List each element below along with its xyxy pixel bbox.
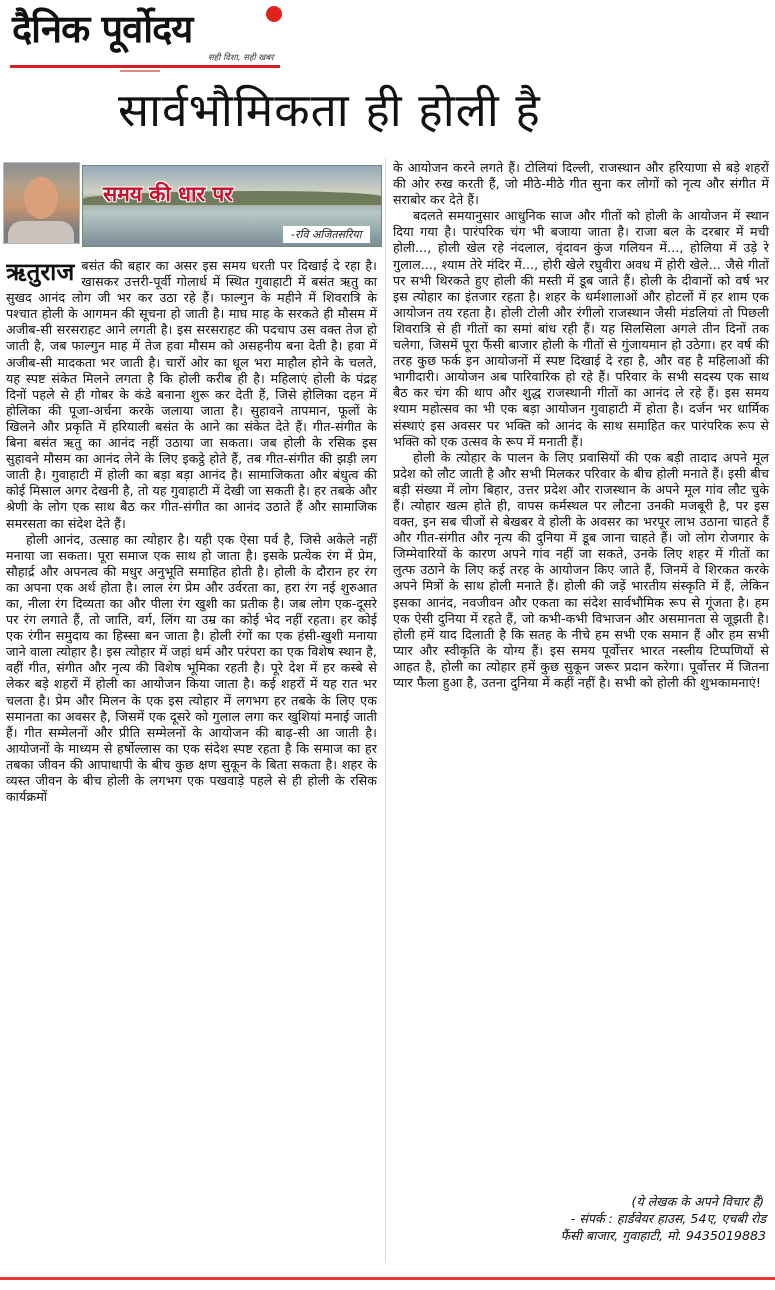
author-byline: -रवि अजितसरिया: [283, 226, 370, 243]
author-disclaimer: (ये लेखक के अपने विचार हैं): [631, 1194, 764, 1209]
portrait-face: [24, 177, 58, 219]
masthead-rule-small: [120, 70, 160, 72]
contact-line-1: - संपर्क : हार्डवेयर हाउस, 54ए, एचबी रोड: [570, 1211, 766, 1226]
paragraph: होली के त्योहार के पालन के लिए प्रवासियों की एक बड़ी तादाद अपने मूल प्रदेश को लौट जाती है और सभी मिलकर परिवार के बीच होली मनाते हैं। इसी बीच बड़ी संख्या में लोग बिहार, उत्तर प्रदेश और राजस्थान के अपने मूल गांव लौट चुके हैं। त्योहार खत्म होते ही, वापस कर्मस्थल पर लौटना उनकी मजबूरी है, पर इस वक्त, इन सब चीजों से बेखबर वे होली के अवसर का भरपूर लाभ उठाना चाहते हैं और गीत-संगीत और नृत्य की दुनिया में डूब जाना चाहते हैं। जो लोग रोजगार के जिम्मेवारियों के कारण अपने गांव नहीं जा सकते, उनके लिए शहर में गीतों का लुत्फ उठाने के लिए कई तरह के आयोजन किए जाते हैं, जिनमें वे शिरकत करके अपने मित्रों के साथ होली मनाते हैं। होली की जड़ें भारतीय संस्कृति में हैं, लेकिन इसका आनंद, नवजीवन और एकता का संदेश सार्वभौमिक रूप से गूंजता है। हम एक ऐसी दुनिया में रहते हैं, जो कभी-कभी विभाजन और असमानता से जूझती है। होली हमें याद दिलाती है कि सतह के नीचे हम सभी एक समान हैं और हम सभी प्यार और स्वीकृति के योग्य हैं। इस समय पूर्वोत्तर भारत नस्लीय टिप्पणियों से आहत है, होली का त्योहार हमें कुछ सुकून जरूर प्रदान करेगा। पूर्वोत्तर में जितना प्यार फैला हुआ है, उतना दुनिया में कहीं नहीं है। सभी को होली की शुभकामनाएं!: [393, 449, 769, 690]
contact-line-2: फैंसी बाजार, गुवाहाटी, मो. 9435019883: [560, 1228, 766, 1243]
article-closing: [430, 1193, 770, 1244]
masthead-rule: [10, 65, 280, 68]
dropcap-word: ऋतुराज: [6, 258, 75, 286]
author-portrait: [3, 162, 80, 244]
newspaper-tagline: सही दिशा, सही खबर: [208, 53, 274, 63]
river-scene-image: [82, 165, 382, 247]
newspaper-masthead: [10, 2, 285, 72]
article-headline: सार्वभौमिकता ही होली है: [118, 83, 541, 137]
article-column-left: [6, 258, 377, 1268]
column-divider: [385, 158, 386, 1263]
logo-dot: [266, 6, 282, 22]
paragraph-text: बसंत की बहार का असर इस समय धरती पर दिखाई दे रहा है। खासकर उत्तरी-पूर्वी गोलार्ध में स्थित गुवाहाटी में बसंत ऋतु का सुखद आनंद लोग जी भर कर उठा रहे हैं। फाल्गुन के महीने में शिवरात्रि के पश्चात होली के आगमन की सूचना हो जाती है। माघ माह के सरकते ही मौसम में अजीब-सी सरसराहट आने लगती है। इस सरसराहट की पदचाप उस वक्त तेज हो जाती है, जब फाल्गुन माह में तेज हवा मौसम को असहनीय बना देती है। हवा में अजीब-सी मादकता भर जाती है। चारों ओर का धूल भरा माहौल होने के चलते, यह स्पष्ट संकेत मिलने लगता है कि होली करीब ही है। महिलाएं होली के पंद्रह दिनों पहले से ही गोबर के कंडे बनाना शुरू कर देती हैं, जिसे होलिका दहन में होलिका की पूजा-अर्चना करके जलाया जाता है। सुहावने तापमान, फूलों के खिलने और प्रकृति में हरियाली बसंत के आने का संकेत देते हैं। गीत-संगीत के बिना बसंत ऋतु का आनंद नहीं उठाया जा सकता। जब होली के रसिक इस सुहावने मौसम का आनंद लेने के लिए इकट्ठे होते हैं, तब गीत-संगीत की झड़ी लग जाती है। गुवाहाटी में होली का बड़ा बड़ा आनंद है। सामाजिकता और बंधुत्व की कोई मिसाल अगर देखनी है, तो यह गुवाहाटी में देखी जा सकती है। हर तबके और श्रेणी के लोग एक साथ बैठ कर गीत-संगीत का आनंद उठाते हैं और सामाजिक समरसता का संदेश देते हैं।: [6, 258, 377, 531]
portrait-shirt: [8, 221, 74, 243]
paragraph: बदलते समयानुसार आधुनिक साज और गीतों को होली के आयोजन में स्थान दिया गया है। पारंपरिक चंग भी बजाया जाता है। राजा बल के दरबार में मची होली..., होली खेल रहे नंदलाल, वृंदावन कुंज गलियन में..., होलिया में उड़े रे गुलाल..., श्याम तेरे मंदिर में..., होरी खेले रघुवीरा अवध में होरी खेले... जैसे गीतों पर सभी थिरकते हुए होली की मस्ती में डूब जाते हैं। होली के दीवानों को वर्ष भर इस त्योहार का इंतजार रहता है। शहर के धर्मशालाओं और होटलों में हर शाम एक आयोजन तय रहता है। होली टोली और रंगीलो राजस्थान जैसी मंडलियां तो पिछली शिवरात्रि से ही गीतों का समां बांध रही हैं। यह सिलसिला अगले तीन दिनों तक चलेगा, जिसमें पूरा फैंसी बाजार होली के गीतों से गुंजायमान हो उठेगा। हर वर्ष की तरह कुछ फर्क इन आयोजनों में स्पष्ट दिखाई दे रहा है, और वह है महिलाओं की भागीदारी। आयोजन अब पारिवारिक हो रहे हैं। परिवार के सभी सदस्य एक साथ बैठ कर चंग की थाप और शुद्ध राजस्थानी गीतों का आनंद ले रहे हैं। इस समय श्याम महोत्सव का भी एक बड़ा आयोजन गुवाहाटी में होता है। दर्जन भर धार्मिक संस्थाएं इस अवसर पर भक्ति को आनंद के साथ समाहित कर पारंपरिक रूप से भक्ति को एक उत्सव के रूप में मनाती हैं।: [393, 208, 769, 449]
paragraph: के आयोजन करने लगते हैं। टोलियां दिल्ली, राजस्थान और हरियाणा से बड़े शहरों की ओर रुख करती हैं, जो मीठे-मीठे गीत सुना कर लोगों को नृत्य और संगीत में सराबोर कर देते हैं।: [393, 160, 769, 208]
paragraph: होली आनंद, उत्साह का त्योहार है। यही एक ऐसा पर्व है, जिसे अकेले नहीं मनाया जा सकता। पूरा समाज एक साथ हो जाता है। इसके प्रत्येक रंग में प्रेम, सौहार्द्र और अपनत्व की मधुर अनुभूति समाहित होती है। होली के दौरान हर रंग का अपना एक अर्थ होता है। लाल रंग प्रेम और उर्वरता का, हरा रंग नई शुरुआत का, नीला रंग दिव्यता का और पीला रंग खुशी का प्रतीक है। जब लोग एक-दूसरे पर रंग लगाते हैं, तो जाति, वर्ग, लिंग या उम्र का कोई भेद नहीं रहता। हर कोई एक रंगीन समुदाय का हिस्सा बन जाता है। होली रंगों का एक हंसी-खुशी मनाया जाने वाला त्योहार है। इस त्योहार में जहां धर्म और परंपरा का एक विशेष स्थान है, वहीं गीत, संगीत और नृत्य की विशेष भूमिका रहती है। पूरे देश में हर कस्बे से लेकर बड़े शहरों में होली का आयोजन किया जाता है। कई शहरों में यह रात भर चलता है। प्रेम और मिलन के एक इस त्योहार में लगभग हर तबके के लिए एक समानता का अवसर है, जिसमें एक दूसरे को गुलाल लगा कर खुशियां मनाई जाती हैं। गीत सम्मेलनों और प्रीति सम्मेलनों के आयोजन की बाढ़-सी आ जाती है। आयोजनों के माध्यम से हर्षोल्लास का एक संदेश स्पष्ट रहता है कि समाज का हर तबका जीवन की आपाधापी के बीच कुछ क्षण सुकून के बिता सकता है। शहर के व्यस्त जीवन के बीच होली के लगभग एक पखवाड़े पहले से ही होली के रसिक कार्यक्रमों: [6, 531, 377, 805]
footer-rule: [0, 1277, 775, 1280]
column-title: समय की धार पर: [103, 182, 233, 206]
newspaper-logo: दैनिक पूर्वोदय: [12, 7, 193, 51]
article-column-right: [393, 160, 769, 1200]
column-banner: [3, 158, 381, 245]
paragraph: [6, 258, 377, 532]
